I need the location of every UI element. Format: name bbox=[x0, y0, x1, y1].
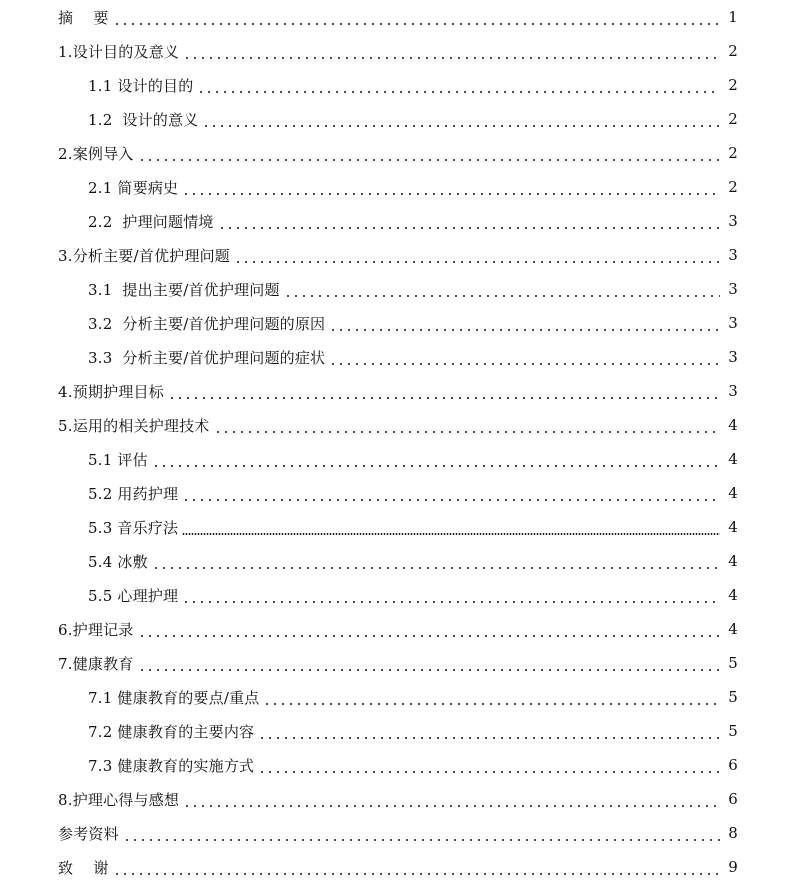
toc-entry-page: 2 bbox=[728, 76, 738, 94]
toc-entry-3[interactable] bbox=[0, 238, 800, 272]
dot-leader bbox=[258, 771, 720, 773]
dot-leader bbox=[202, 125, 720, 127]
toc-entry-page: 3 bbox=[728, 280, 738, 298]
toc-entry-label: 3.分析主要/首优护理问题 bbox=[58, 246, 230, 265]
toc-entry-2[interactable] bbox=[0, 136, 800, 170]
toc-entry-8[interactable] bbox=[0, 782, 800, 816]
toc-entry-page: 2 bbox=[728, 110, 738, 128]
toc-entry-page: 4 bbox=[728, 450, 738, 468]
dot-leader bbox=[168, 397, 720, 399]
dot-leader bbox=[138, 635, 720, 637]
toc-entry-page: 3 bbox=[728, 314, 738, 332]
toc-entry-acknowledgements[interactable] bbox=[0, 850, 800, 884]
dot-leader bbox=[218, 227, 720, 229]
toc-entry-page: 5 bbox=[728, 722, 738, 740]
toc-entry-label: 5.1 评估 bbox=[88, 450, 148, 469]
dot-leader bbox=[182, 193, 720, 195]
toc-entry-label: 参考资料 bbox=[58, 824, 119, 843]
toc-entry-2-1[interactable] bbox=[0, 170, 800, 204]
toc-entry-page: 2 bbox=[728, 178, 738, 196]
toc-entry-5-2[interactable] bbox=[0, 476, 800, 510]
toc-entry-page: 5 bbox=[728, 688, 738, 706]
dot-leader bbox=[258, 737, 720, 739]
dot-leader bbox=[183, 57, 720, 59]
dot-leader bbox=[214, 431, 720, 433]
toc-entry-1[interactable] bbox=[0, 34, 800, 68]
toc-entry-3-3[interactable] bbox=[0, 340, 800, 374]
dot-leader bbox=[182, 499, 720, 501]
toc-entry-abstract[interactable] bbox=[0, 0, 800, 34]
toc-entry-label: 5.5 心理护理 bbox=[88, 586, 179, 605]
dot-leader bbox=[182, 533, 720, 535]
toc-entry-3-2[interactable] bbox=[0, 306, 800, 340]
toc-entry-label: 2.2 护理问题情境 bbox=[88, 212, 214, 231]
toc-entry-page: 3 bbox=[728, 212, 738, 230]
toc-entry-label: 1.2 设计的意义 bbox=[88, 110, 199, 129]
toc-entry-5-4[interactable] bbox=[0, 544, 800, 578]
dot-leader bbox=[113, 873, 720, 875]
toc-entry-label: 1.1 设计的目的 bbox=[88, 76, 194, 95]
toc-entry-5-1[interactable] bbox=[0, 442, 800, 476]
toc-entry-7-3[interactable] bbox=[0, 748, 800, 782]
dot-leader bbox=[329, 329, 720, 331]
toc-entry-label: 5.3 音乐疗法 bbox=[88, 518, 179, 537]
toc-entry-page: 4 bbox=[728, 416, 738, 434]
dot-leader bbox=[152, 465, 720, 467]
toc-entry-page: 8 bbox=[728, 824, 738, 842]
toc-entry-label: 3.1 提出主要/首优护理问题 bbox=[88, 280, 280, 299]
toc-entry-page: 6 bbox=[728, 790, 738, 808]
dot-leader bbox=[123, 839, 720, 841]
dot-leader bbox=[113, 23, 720, 25]
dot-leader bbox=[263, 703, 720, 705]
toc-entry-label: 6.护理记录 bbox=[58, 620, 134, 639]
dot-leader bbox=[138, 159, 720, 161]
toc-entry-references[interactable] bbox=[0, 816, 800, 850]
toc-entry-page: 4 bbox=[728, 518, 738, 536]
toc-entry-page: 3 bbox=[728, 382, 738, 400]
toc-entry-page: 4 bbox=[728, 620, 738, 638]
toc-entry-label: 7.健康教育 bbox=[58, 654, 134, 673]
toc-entry-label: 4.预期护理目标 bbox=[58, 382, 164, 401]
toc-entry-2-2[interactable] bbox=[0, 204, 800, 238]
toc-entry-page: 9 bbox=[728, 858, 738, 876]
toc-entry-page: 6 bbox=[728, 756, 738, 774]
toc-entry-page: 1 bbox=[728, 8, 738, 26]
dot-leader bbox=[234, 261, 720, 263]
toc-entry-page: 5 bbox=[728, 654, 738, 672]
toc-entry-label: 3.3 分析主要/首优护理问题的症状 bbox=[88, 348, 326, 367]
toc-entry-page: 4 bbox=[728, 552, 738, 570]
dot-leader bbox=[152, 567, 720, 569]
toc-entry-label: 2.1 简要病史 bbox=[88, 178, 179, 197]
toc-entry-4[interactable] bbox=[0, 374, 800, 408]
toc-entry-label: 7.2 健康教育的主要内容 bbox=[88, 722, 255, 741]
dot-leader bbox=[329, 363, 720, 365]
toc-entry-label: 5.4 冰敷 bbox=[88, 552, 148, 571]
toc-entry-page: 2 bbox=[728, 144, 738, 162]
toc-entry-label: 7.3 健康教育的实施方式 bbox=[88, 756, 255, 775]
toc-entry-5[interactable] bbox=[0, 408, 800, 442]
dot-leader bbox=[138, 669, 720, 671]
toc-entry-page: 4 bbox=[728, 586, 738, 604]
toc-entry-page: 3 bbox=[728, 246, 738, 264]
toc-entry-7[interactable] bbox=[0, 646, 800, 680]
toc-entry-label: 8.护理心得与感想 bbox=[58, 790, 180, 809]
dot-leader bbox=[284, 295, 720, 297]
toc-entry-page: 4 bbox=[728, 484, 738, 502]
toc-entry-5-5[interactable] bbox=[0, 578, 800, 612]
toc-entry-1-2[interactable] bbox=[0, 102, 800, 136]
toc-entry-label: 2.案例导入 bbox=[58, 144, 134, 163]
toc-entry-page: 3 bbox=[728, 348, 738, 366]
toc-entry-label: 5.2 用药护理 bbox=[88, 484, 179, 503]
toc-entry-label: 摘 要 bbox=[58, 8, 109, 27]
toc-entry-6[interactable] bbox=[0, 612, 800, 646]
toc-entry-label: 1.设计目的及意义 bbox=[58, 42, 180, 61]
toc-entry-label: 3.2 分析主要/首优护理问题的原因 bbox=[88, 314, 326, 333]
dot-leader bbox=[183, 805, 720, 807]
toc-entry-label: 致 谢 bbox=[58, 858, 109, 877]
toc-entry-label: 7.1 健康教育的要点/重点 bbox=[88, 688, 260, 707]
toc-entry-3-1[interactable] bbox=[0, 272, 800, 306]
dot-leader bbox=[197, 91, 720, 93]
toc-entry-page: 2 bbox=[728, 42, 738, 60]
toc-entry-1-1[interactable] bbox=[0, 68, 800, 102]
toc-entry-7-1[interactable] bbox=[0, 680, 800, 714]
toc-entry-7-2[interactable] bbox=[0, 714, 800, 748]
toc-entry-5-3[interactable] bbox=[0, 510, 800, 544]
toc-entry-label: 5.运用的相关护理技术 bbox=[58, 416, 210, 435]
dot-leader bbox=[182, 601, 720, 603]
